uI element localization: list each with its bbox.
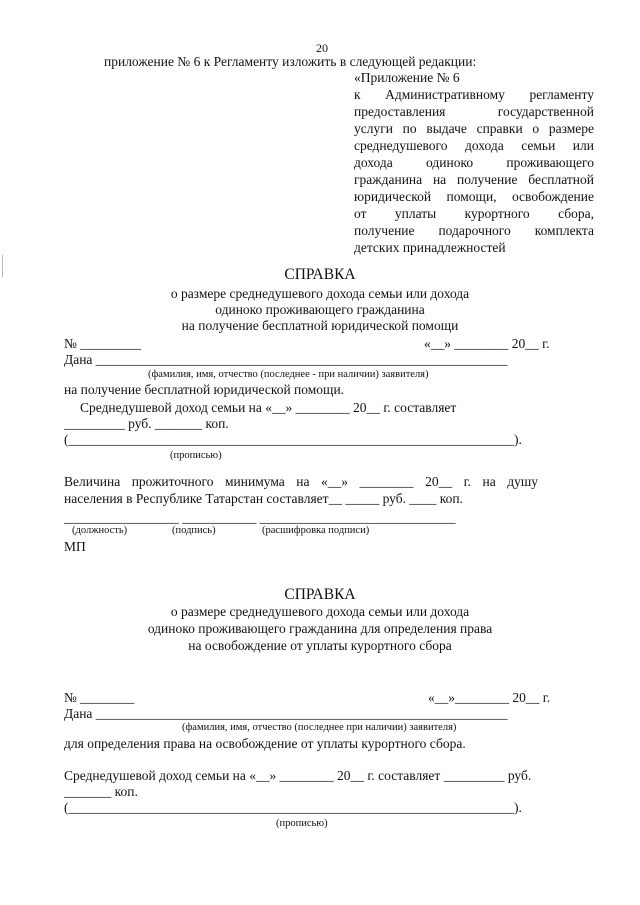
form1-income-amount-line: _________ руб. _______ коп. xyxy=(64,416,229,431)
form2-subheading-line: о размере среднедушевого дохода семьи или дохода xyxy=(170,604,470,619)
form1-number-field: № _________ xyxy=(64,336,142,351)
appendix-line: от уплаты курортного сбора, xyxy=(354,206,594,221)
form2-issued-field: Дана _____________________________________________________________ xyxy=(64,706,508,721)
form2-subheading-line: на освобождение от уплаты курортного сбора xyxy=(188,638,452,653)
form1-words-caption: (прописью) xyxy=(170,450,222,461)
form2-words-caption: (прописью) xyxy=(276,818,328,829)
form1-amount-in-words-field: (__________________________________________________________________). xyxy=(64,432,522,447)
form1-subsistence-line: населения в Республике Татарстан составляет__ _____ руб. ____ коп. xyxy=(64,491,463,506)
form2-heading: СПРАВКА xyxy=(284,586,356,603)
appendix-line: дохода одиноко проживающего xyxy=(354,155,594,170)
appendix-line: получение подарочного комплекта xyxy=(354,223,594,238)
form2-amount-in-words-field: (__________________________________________________________________). xyxy=(64,800,522,815)
form2-purpose: для определения права на освобождение от уплаты курортного сбора. xyxy=(64,736,466,751)
appendix-line: детских принадлежностей xyxy=(354,240,506,255)
form1-subheading-line: на получение бесплатной юридической помощи xyxy=(181,318,459,333)
form2-subheading-line: одиноко проживающего гражданина для определения права xyxy=(147,621,493,636)
form2-number-field: № ________ xyxy=(64,690,135,705)
form1-date-field: «__» ________ 20__ г. xyxy=(424,336,550,351)
appendix-line: гражданина на получение бесплатной xyxy=(354,172,594,187)
form1-subheading-line: о размере среднедушевого дохода семьи или дохода xyxy=(170,286,470,301)
appendix-line: предоставления государственной xyxy=(354,104,594,119)
form2-issued-caption: (фамилия, имя, отчество (последнее при наличии) заявителя) xyxy=(182,722,457,733)
appendix-line: к Административному регламенту xyxy=(354,87,594,102)
form1-decoding-caption: (расшифровка подписи) xyxy=(262,525,370,536)
appendix-line: юридической помощи, освобождение xyxy=(354,189,594,204)
form1-heading: СПРАВКА xyxy=(284,266,356,283)
form1-stamp-label: МП xyxy=(64,539,86,554)
appendix-line: услуги по выдаче справки о размере xyxy=(354,121,594,136)
intro-text: приложение № 6 к Регламенту изложить в следующей редакции: xyxy=(104,54,477,69)
left-margin-mark xyxy=(2,255,3,277)
form1-signature-line: _________________ ___________ _____________________________ xyxy=(64,510,456,525)
form2-date-field: «__»________ 20__ г. xyxy=(428,690,551,705)
form2-income-line: Среднедушевой доход семьи на «__» ________ 20__ г. составляет _________ руб. xyxy=(64,768,532,783)
form2-income-amount-line: _______ коп. xyxy=(64,784,138,799)
form1-signature-caption: (подпись) xyxy=(172,525,216,536)
form1-income-line: Среднедушевой доход семьи на «__» ________ 20__ г. составляет xyxy=(80,400,457,415)
page-number: 20 xyxy=(316,41,328,55)
appendix-title: «Приложение № 6 xyxy=(354,70,460,85)
form1-purpose: на получение бесплатной юридической помощи. xyxy=(64,382,345,397)
form1-issued-field: Дана _____________________________________________________________ xyxy=(64,352,508,367)
form1-position-caption: (должность) xyxy=(72,525,128,536)
form1-subsistence-line: Величина прожиточного минимума на «__» ________ 20__ г. на душу xyxy=(64,474,538,489)
form1-issued-caption: (фамилия, имя, отчество (последнее - при наличии) заявителя) xyxy=(148,369,429,380)
form1-subheading-line: одиноко проживающего гражданина xyxy=(215,302,425,317)
appendix-line: среднедушевого дохода семьи или xyxy=(354,138,594,153)
